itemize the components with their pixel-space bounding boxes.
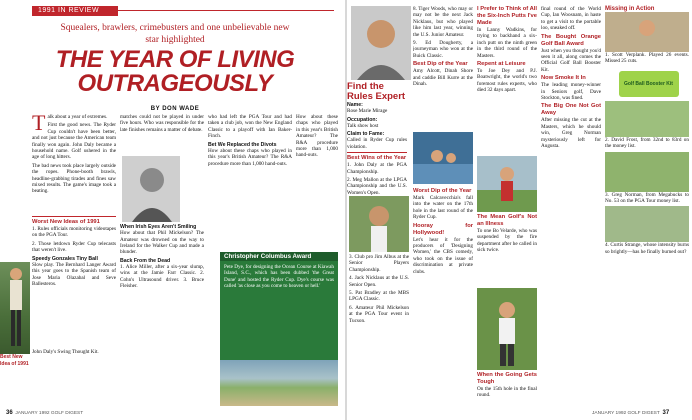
byline: BY DON WADE	[150, 106, 200, 112]
verplank-photo	[605, 12, 689, 52]
smoke-title: Now Smoke It In	[541, 75, 586, 82]
award-title: Christopher Columbus Award	[220, 252, 338, 261]
dip-column: Worst Dip of the Year Mark Calcavecchia's fall into the water on the 17th hole in the last round of the Ryder Cup. Hooray for Hollywood! Let's hear it for the producers of 'Designing Women,' the CBS comedy, who took on the issue of discrimination at private clubs.	[413, 188, 473, 275]
missing-in-action-sidebar: Missing in Action 1. Scott Verplank. Played 26 events. Missed 25 cuts. Golf Ball Booster Kit 2. David Frost, from 32nd to 83rd on the money list. 3. Greg Norman, from Megabucks to No. 53 on the PGA Tour money list. 4. Curtis Strange, whose intensity burns so brightly—has he finally burned out?	[605, 6, 692, 378]
mean-golf-column: The Mean Golf's Not an Illness To one Bo Velarde, who was suspended by the fire department after he called in sick twice.	[477, 214, 537, 254]
irish-eyes-column: When Irish Eyes Aren't Smiling How about that Phil Mickelson? The Amateur was drowned on the way to Ireland for the Walker Cup and made a blunder. Back From the Dead 1. Alice Miller, after a six-year slump, wins at the Jamie Farr Classic. 2. Cohn's Ultrasound driver. 3. Bruce Fleisher.	[120, 224, 204, 290]
column-three: who had left the PGA Tour and had taken a club job, won the New England Classic to a playoff with Ian Baker-Finch. Bet We Replaced the Divots How about these chaps who played in this year's British Amateur? The R&A procedure more than 1,000 hand-outs.	[208, 114, 292, 167]
right-folio: JANUARY 1992 GOLF DIGEST 37	[592, 410, 670, 416]
best-wins-column: 3. Club pro Jim Albus at the Senior Players Championship. 4. Jack Nicklaus at the U.S. Senior Open. 5. Pat Bradley at the MBS LPGA Classic. 6. Amateur Phil Mickelson at the PGA Tour event in Tucson.	[349, 254, 409, 324]
repent-title: Repent at Leisure	[477, 61, 526, 68]
speedy-title: Speedy Gonzales Tiny Ball	[32, 255, 98, 262]
column-three-right: I Prefer to Think of All the Six-Inch Putts I've Made In Lanny Wadkins, for trying to backhand a six-inch putt on the ninth green in the third round of the Masters. Repent at Leisure To Joe Dey and P.J. Boatwright, the world's two foremost rules experts, who died 32 days apart.	[477, 6, 537, 94]
putting-photo	[477, 156, 537, 212]
bet-replaced-title: Bet We Replaced the Divots	[208, 141, 277, 148]
norman-photo	[605, 152, 689, 192]
daly-photo	[349, 196, 409, 252]
rules-expert-photo	[351, 6, 411, 80]
woman-golfer-photo	[122, 156, 180, 222]
article-deck: Squealers, brawlers, crimebusters and one unbelievable new star highlighted	[60, 23, 290, 45]
going-tough-photo	[477, 288, 537, 370]
award-text: Pete Dye, for designing the Ocean Course at Kiawah Island, S.C., which has been dubbed 'the Great Dune' and hosted the Ryder Cup. Dye's course was called 'as close as you come to heaven or hell.'	[224, 264, 334, 290]
worst-ideas-column: Worst New Ideas of 1991 1. Rules officials monitoring videotapes on the PGA Tour. 2. Those letdown Ryder Cup telecasts that weren't live. Speedy Gonzales Tiny Ball Slow play. The Bernhard Langer Award this year goes to the Spanish team of Jose Maria Olazabal and Seve Ballesteros. John Daly's Swing Thought Kit.	[32, 214, 116, 410]
worst-dip-title: Worst Dip of the Year	[413, 188, 472, 194]
best-wins-title: Best Wins of the Year	[347, 155, 407, 162]
orange-ball-award-title: The Bought Orange Golf Ball Award	[541, 33, 601, 47]
rules-expert-title: Find the Rules Expert	[347, 81, 406, 102]
right-page	[347, 0, 692, 420]
six-inch-putts-title: I Prefer to Think of All the Six-Inch Putts I've Made	[477, 6, 537, 26]
going-tough-title: When the Going Gets Tough	[477, 372, 537, 385]
column-four-right: final round of the World Cup, Ian Woosnam, in haste to get a visit to the portable loo, sneaked off. The Bought Orange Golf Ball Award Just when you thought you'd seen it all, along comes the Official Golf Ball Booster Kit. Now Smoke It In The leading money-winner in Seniors golf, Dave Stockton, was fined. The Big One Not Got Away After missing the cut at the Masters, which he should win, Greg Norman mysteriously left for Augusta.	[541, 6, 601, 150]
going-tough-column: When the Going Gets Tough On the 15th hole in the final round.	[477, 372, 537, 399]
left-page	[0, 0, 345, 420]
section-label: 1991 IN REVIEW	[32, 6, 118, 16]
drop-cap: T	[32, 114, 46, 135]
frost-photo	[605, 101, 689, 137]
dip-photo	[413, 132, 473, 184]
rules-expert-box: Find the Rules Expert Name: Rose Marie Mirage Occupation: Talk show host Claim to Fame: Called in Ryder Cup rules violation. Best Wins of the Year 1. John Daly at the PGA Championship. 2. Meg Mallon at the LPGA Championship and the U.S. Women's Open.	[347, 81, 407, 196]
back-from-dead-title: Back From the Dead	[120, 257, 171, 264]
column-two-right: 8. Tiger Woods, who may or may not be the next Jack Nicklaus, but who played like him last year, winning the U.S. Junior Amateur. 9. Ed Dougherty, a journeyman who won at the Buick Classic. Best Dip of the Year Amy Alcott, Dinah Shore and caddie Bill Kurre at the Dinah.	[413, 6, 473, 88]
strange-photo	[605, 206, 689, 242]
left-folio: 36 JANUARY 1992 GOLF DIGEST	[6, 410, 84, 416]
golfer-photo-left	[0, 262, 30, 354]
big-one-title: The Big One Not Got Away	[541, 103, 601, 117]
irish-eyes-title: When Irish Eyes Aren't Smiling	[120, 224, 197, 230]
divider	[32, 216, 116, 217]
best-dip-title: Best Dip of the Year	[413, 61, 468, 68]
article-headline: THE YEAR OF LIVING OUTRAGEOUSLY	[55, 46, 295, 97]
column-four: How about these chaps who played in this year's British Amateur? The R&A procedure more than 1,000 hand-outs.	[296, 114, 338, 159]
intro-column: Talk about a year of extremes. First the good news. The Ryder Cup couldn't have been better, and not just because the American team finally won again. John Daly became a household name. Golf ushered in the age of long hitters. The bad news took place largely outside the ropes. Phone-booth brawls, headline-grabbing tirades and fines saw mixed results. The game's image took a beating.	[32, 114, 116, 195]
golf-ball-booster-ad: Golf Ball Booster Kit	[619, 71, 679, 97]
ocean-course-photo	[220, 360, 338, 406]
section-rule	[118, 10, 334, 11]
columbus-award-box	[220, 252, 338, 360]
hollywood-title: Hooray for Hollywood!	[413, 222, 473, 236]
worst-ideas-title: Worst New Ideas of 1991	[32, 219, 100, 225]
missing-title: Missing in Action	[605, 6, 655, 12]
mean-golf-title: The Mean Golf's Not an Illness	[477, 214, 537, 227]
best-idea-caption: Best New Idea of 1991	[0, 354, 29, 367]
column-two-top: matches could not be played in under five hours. Who was responsible for the late finishes remains a matter of debate.	[120, 114, 204, 133]
